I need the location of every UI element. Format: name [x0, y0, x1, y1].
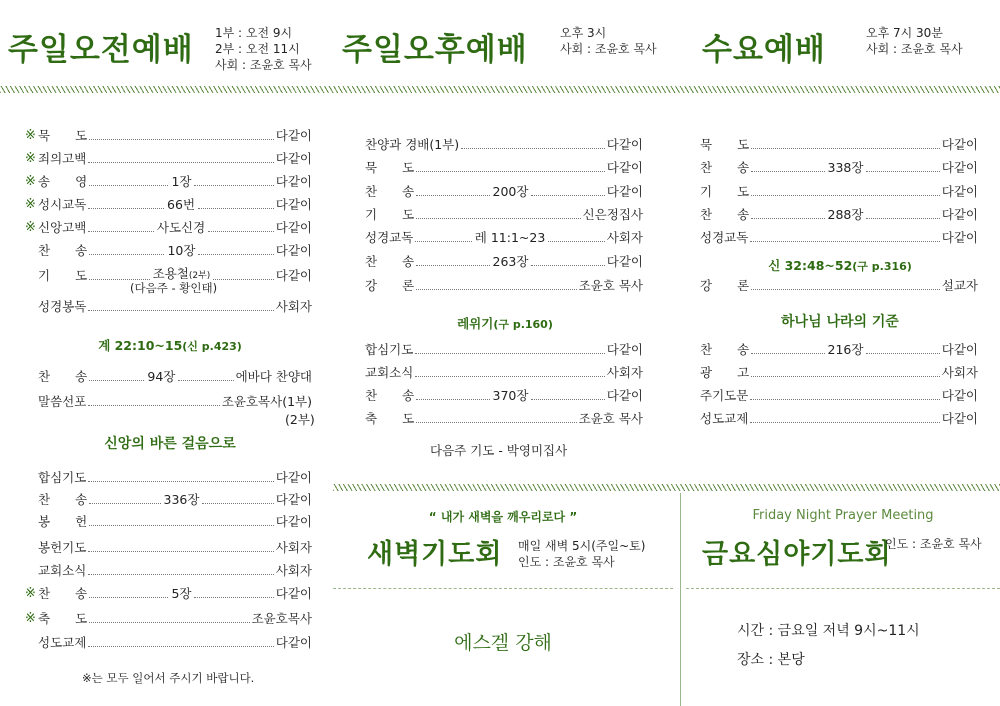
program-row: [700, 388, 978, 404]
dot-leader: [416, 218, 580, 219]
program-item-label: 찬 송: [700, 342, 750, 357]
program-row: [25, 540, 312, 556]
sunday-am-footnote: ※는 모두 일어서 주시기 바랍니다.: [82, 671, 255, 685]
dot-leader: [208, 231, 274, 232]
wednesday-title: 수요예배: [702, 32, 826, 68]
program-row: [25, 220, 312, 236]
program-item-label: 강 론: [365, 278, 415, 293]
program-item-leader: 조윤호목사: [251, 611, 312, 626]
program-row: [25, 586, 312, 602]
program-item-detail: 10장: [167, 243, 196, 258]
wednesday-info: 오후 7시 30분 사회 : 조윤호 목사: [866, 26, 963, 56]
program-item-label: 찬 송: [700, 160, 750, 175]
friday-title: 금요심야기도회: [702, 539, 892, 570]
program-item-detail: 370장: [492, 388, 529, 403]
program-item-leader: 사회자: [275, 540, 312, 555]
dot-leader: [866, 353, 939, 354]
program-item-label: 광 고: [700, 365, 750, 380]
friday-time: 시간 : 금요일 저녁 9시~11시: [737, 623, 920, 639]
program-item-label: 합심기도: [38, 470, 87, 485]
dot-leader: [89, 139, 274, 140]
program-row: [25, 611, 312, 627]
standing-mark: ※: [25, 197, 36, 212]
standing-mark: ※: [25, 220, 36, 235]
program-row: [25, 514, 312, 530]
dot-leader: [416, 171, 605, 172]
program-item-label: 찬 송: [365, 254, 415, 269]
program-item-leader: 사회자: [941, 365, 978, 380]
program-row: [365, 230, 643, 246]
program-item-leader: 다같이: [606, 137, 643, 152]
program-item-leader: 사회자: [275, 299, 312, 314]
dot-leader: [415, 353, 604, 354]
program-item-label: 찬 송: [38, 492, 88, 507]
program-item-label: 성경봉독: [38, 299, 87, 314]
program-item-leader: 다같이: [606, 184, 644, 199]
program-item-leader: 다같이: [275, 128, 312, 143]
program-item-detail-sub: (2부): [188, 271, 211, 281]
dot-leader: [750, 241, 939, 242]
dot-leader: [750, 399, 939, 400]
program-row: [365, 388, 643, 404]
program-row: [25, 299, 312, 315]
program-item-detail: 216장: [827, 342, 864, 357]
dot-leader: [751, 289, 940, 290]
program-item-label: 교회소식: [38, 563, 87, 578]
dot-leader: [751, 376, 940, 377]
dot-leader: [88, 551, 273, 552]
program-row: [700, 207, 978, 223]
dot-leader: [88, 646, 273, 647]
program-item-label: 묵 도: [700, 137, 750, 152]
program-item-label: 묵 도: [38, 128, 88, 143]
dawn-quote: “ 내가 새벽을 깨우리로다 ”: [428, 510, 578, 524]
program-row: [25, 470, 312, 486]
program-item-label: 축 도: [365, 411, 415, 426]
program-row: [365, 207, 643, 223]
dot-leader: [88, 231, 154, 232]
dot-leader: [866, 171, 939, 172]
dawn-info: 매일 새벽 5시(주일~토) 인도 : 조윤호 목사: [518, 539, 646, 569]
sunday-pm-sermon-title: 레위기(구 p.160): [457, 316, 553, 331]
program-row: [25, 492, 312, 508]
dawn-title: 새벽기도회: [367, 539, 503, 570]
program-row: [25, 635, 312, 651]
program-item-label: 신앙고백: [38, 220, 87, 235]
program-item-label: 찬양과 경배(1부): [365, 137, 460, 152]
program-item-leader: 다같이: [606, 342, 643, 357]
dot-leader: [88, 310, 273, 311]
program-item-leader: 다같이: [606, 388, 644, 403]
dot-leader: [415, 241, 471, 242]
program-item-leader: 다같이: [275, 514, 312, 529]
program-row: [700, 365, 978, 381]
dot-leader: [751, 148, 940, 149]
program-item-label: 기 도: [700, 184, 750, 199]
dot-leader: [416, 265, 489, 266]
program-item-leader: 다같이: [275, 174, 313, 189]
program-item-label: 봉헌기도: [38, 540, 87, 555]
header-rule: [0, 86, 1000, 93]
program-item-leader: 설교자: [941, 278, 978, 293]
sunday-am-next-prayer: (다음주 - 황인태): [130, 281, 218, 295]
program-item-label: 성시교독: [38, 197, 87, 212]
program-item-label: 성경교독: [700, 230, 749, 245]
program-row: [25, 369, 312, 385]
program-item-detail: 94장: [147, 369, 176, 384]
bottom-divider: [680, 493, 681, 706]
program-item-leader: 조윤호 목사: [578, 278, 643, 293]
program-row: [365, 137, 643, 153]
program-item-detail: 200장: [492, 184, 529, 199]
program-item-label: 찬 송: [365, 184, 415, 199]
program-item-label: 묵 도: [365, 160, 415, 175]
program-item-leader: 다같이: [275, 492, 313, 507]
friday-english: Friday Night Prayer Meeting: [752, 508, 934, 523]
dot-leader: [751, 171, 824, 172]
dot-leader: [415, 376, 604, 377]
dot-leader: [178, 380, 233, 381]
program-row: [700, 342, 978, 358]
dot-leader: [866, 218, 939, 219]
dot-leader: [198, 254, 273, 255]
dot-leader: [88, 481, 273, 482]
bottom-rule: [333, 484, 1000, 491]
dot-leader: [194, 185, 273, 186]
program-item-label: 찬 송: [38, 369, 88, 384]
dot-leader: [531, 265, 604, 266]
dot-leader: [213, 279, 273, 280]
program-item-leader: 사회자: [606, 230, 644, 245]
program-item-label: 죄의고백: [38, 151, 87, 166]
program-item-detail: 288장: [827, 207, 864, 222]
program-row: [700, 278, 978, 294]
program-item-leader: 다같이: [275, 470, 312, 485]
standing-mark: ※: [25, 174, 36, 189]
dot-leader: [89, 254, 164, 255]
friday-info: 인도 : 조윤호 목사: [885, 537, 982, 551]
sunday-pm-next-prayer: 다음주 기도 - 박영미집사: [430, 443, 568, 458]
program-item-detail: 1장: [171, 174, 192, 189]
program-item-leader: 다같이: [606, 254, 644, 269]
dot-leader: [194, 597, 273, 598]
program-item-leader: 다같이: [275, 268, 313, 283]
program-item-label: 송 영: [38, 174, 88, 189]
program-item-detail: 263장: [492, 254, 529, 269]
program-item-leader: 다같이: [941, 184, 978, 199]
program-item-leader: 다같이: [941, 230, 978, 245]
standing-mark: ※: [25, 128, 36, 143]
program-row: [25, 243, 312, 259]
dawn-dash-rule: [333, 588, 673, 589]
dot-leader: [548, 241, 604, 242]
program-item-leader: 사회자: [275, 563, 312, 578]
dot-leader: [416, 195, 489, 196]
sunday-am-scripture: 계 22:10~15(신 p.423): [98, 338, 242, 353]
program-item-label: 성도교제: [38, 635, 87, 650]
program-row: [365, 184, 643, 200]
program-item-detail: 조용철(2부): [152, 266, 211, 281]
program-item-detail: 66번: [167, 197, 196, 212]
program-item-label: 찬 송: [38, 586, 88, 601]
program-item-leader: 다같이: [941, 342, 979, 357]
program-item-detail: 사도신경: [156, 220, 206, 235]
dot-leader: [198, 208, 274, 209]
standing-mark: ※: [25, 586, 36, 601]
dot-leader: [89, 185, 168, 186]
dot-leader: [416, 289, 576, 290]
program-item-leader: 다같이: [275, 151, 312, 166]
program-item-label: 찬 송: [700, 207, 750, 222]
program-row: [25, 197, 312, 213]
dot-leader: [461, 148, 605, 149]
program-row: [25, 563, 312, 579]
standing-mark: ※: [25, 151, 36, 166]
wednesday-sermon-title: 하나님 나라의 기준: [781, 314, 899, 330]
program-item-leader: 다같이: [275, 220, 313, 235]
dot-leader: [88, 162, 273, 163]
program-row: [700, 160, 978, 176]
sunday-am-second-service: (2부): [285, 412, 315, 427]
dot-leader: [89, 525, 274, 526]
program-item-leader: 다같이: [275, 197, 312, 212]
dot-leader: [88, 574, 273, 575]
dot-leader: [416, 399, 489, 400]
program-item-label: 교회소식: [365, 365, 414, 380]
program-item-leader: 다같이: [941, 207, 979, 222]
program-item-label: 말씀선포: [38, 394, 87, 409]
program-item-label: 축 도: [38, 611, 88, 626]
program-item-leader: 다같이: [275, 635, 312, 650]
standing-mark: ※: [25, 611, 36, 626]
program-item-label: 기 도: [365, 207, 415, 222]
program-row: [365, 365, 643, 381]
program-row: [365, 160, 643, 176]
dot-leader: [89, 622, 249, 623]
program-item-label: 찬 송: [365, 388, 415, 403]
friday-dash-rule: [686, 588, 1000, 589]
dot-leader: [751, 353, 824, 354]
dot-leader: [751, 218, 824, 219]
sunday-am-info: 1부 : 오전 9시 2부 : 오전 11시 사회 : 조윤호 목사: [215, 26, 312, 72]
dot-leader: [89, 503, 160, 504]
program-item-leader: 조윤호 목사: [578, 411, 643, 426]
program-row: [365, 254, 643, 270]
program-row: [365, 411, 643, 427]
program-item-leader: 다같이: [941, 388, 978, 403]
program-row: [25, 151, 312, 167]
dawn-subject: 에스겔 강해: [454, 632, 552, 654]
dot-leader: [531, 399, 604, 400]
dot-leader: [89, 597, 168, 598]
dot-leader: [751, 195, 940, 196]
sunday-pm-title: 주일오후예배: [342, 32, 528, 68]
program-item-leader: 다같이: [941, 137, 978, 152]
wednesday-scripture: 신 32:48~52(구 p.316): [768, 258, 912, 273]
program-item-label: 성경교독: [365, 230, 414, 245]
dot-leader: [88, 208, 164, 209]
dot-leader: [202, 503, 273, 504]
program-item-label: 기 도: [38, 268, 88, 283]
friday-place: 장소 : 본당: [737, 652, 805, 668]
sunday-am-title: 주일오전예배: [8, 32, 194, 68]
program-item-leader: 다같이: [275, 586, 313, 601]
program-item-leader: 사회자: [606, 365, 643, 380]
program-row: [700, 184, 978, 200]
program-row: [365, 278, 643, 294]
program-row: [700, 411, 978, 427]
dot-leader: [88, 405, 220, 406]
sunday-pm-info: 오후 3시 사회 : 조윤호 목사: [560, 26, 657, 56]
program-item-leader: 신은정집사: [582, 207, 643, 222]
program-item-detail: 336장: [163, 492, 200, 507]
program-item-leader: 다같이: [275, 243, 312, 258]
program-row: [700, 137, 978, 153]
program-item-label: 봉 헌: [38, 514, 88, 529]
program-item-leader: 조윤호목사(1부): [221, 394, 312, 409]
dot-leader: [89, 380, 144, 381]
dot-leader: [416, 422, 576, 423]
program-item-label: 찬 송: [38, 243, 88, 258]
program-item-detail: 338장: [827, 160, 864, 175]
program-item-leader: 에바다 찬양대: [235, 369, 313, 384]
program-row: [25, 394, 312, 410]
program-item-detail: 5장: [171, 586, 192, 601]
program-item-leader: 다같이: [941, 160, 979, 175]
program-row: [365, 342, 643, 358]
program-row: [25, 128, 312, 144]
program-row: [700, 230, 978, 246]
dot-leader: [750, 422, 939, 423]
program-item-label: 주기도문: [700, 388, 749, 403]
program-row: [25, 174, 312, 190]
program-item-label: 강 론: [700, 278, 750, 293]
dot-leader: [531, 195, 604, 196]
program-item-leader: 다같이: [941, 411, 978, 426]
program-item-detail: 레 11:1~23: [474, 230, 546, 245]
program-item-leader: 다같이: [606, 160, 643, 175]
program-item-label: 성도교제: [700, 411, 749, 426]
program-item-label: 합심기도: [365, 342, 414, 357]
sunday-am-sermon-title: 신앙의 바른 걸음으로: [104, 436, 236, 452]
